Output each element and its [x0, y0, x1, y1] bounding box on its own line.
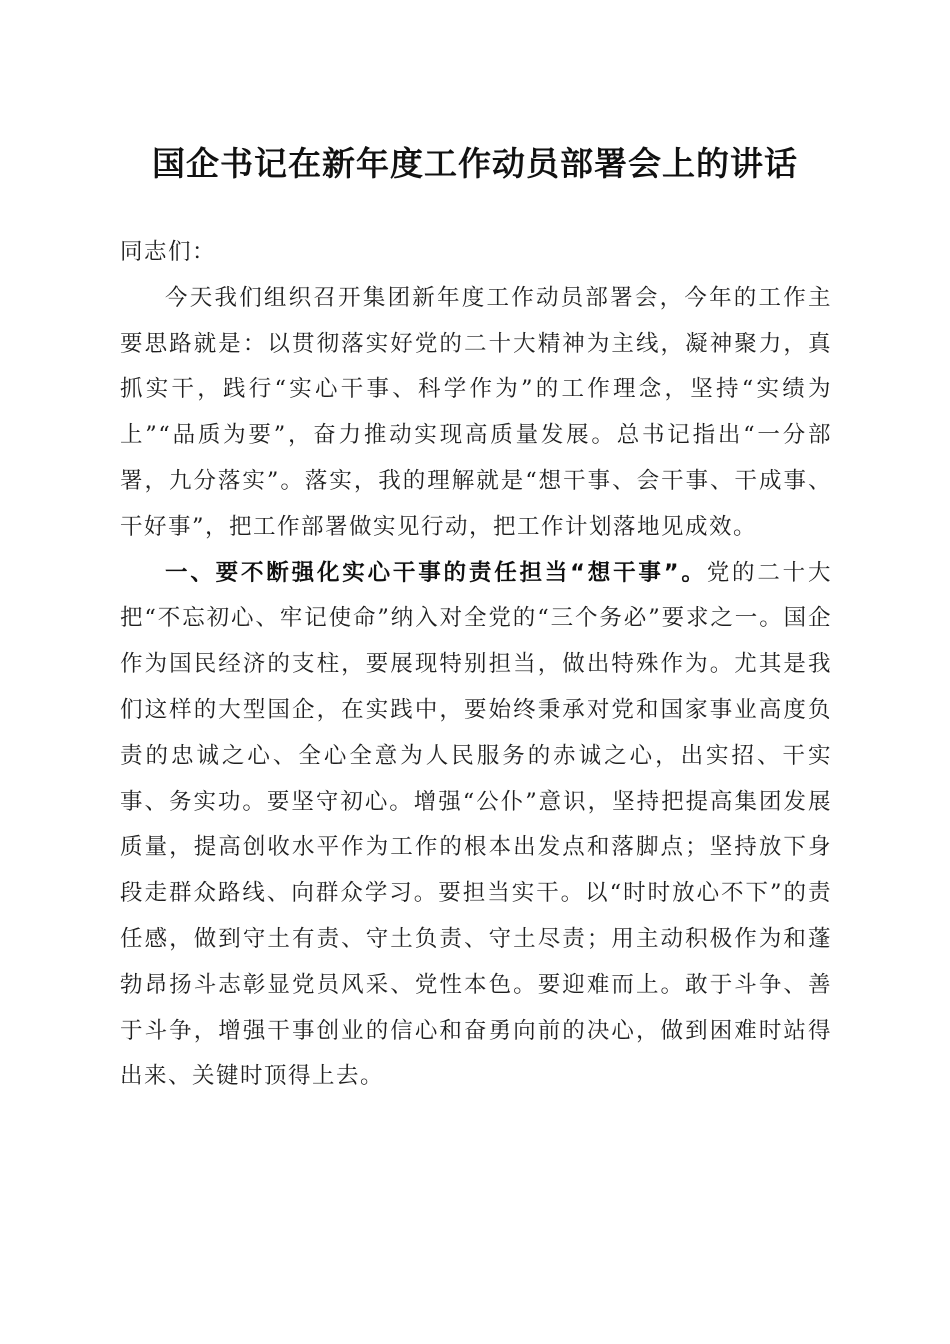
intro-paragraph: 今天我们组织召开集团新年度工作动员部署会，今年的工作主要思路就是：以贯彻落实好党的二十大精神为主线，凝神聚力，真抓实干，践行“实心干事、科学作为”的工作理念，坚持“实绩为上”“品质为要”，奋力推动实现高质量发展。总书记指出“一分部署，九分落实”。落实，我的理解就是“想干事、会干事、干成事、干好事”，把工作部署做实见行动，把工作计划落地见成效。: [120, 284, 832, 540]
document-title: 国企书记在新年度工作动员部署会上的讲话: [152, 144, 798, 183]
section-one-paragraph: [120, 551, 832, 1101]
document-body: [120, 230, 832, 1100]
section-one-body: 党的二十大把“不忘初心、牢记使命”纳入对全党的“三个务必”要求之一。国企作为国民经济的支柱，要展现特别担当，做出特殊作为。尤其是我们这样的大型国企，在实践中，要始终秉承对党和国家事业高度负责的忠诚之心、全心全意为人民服务的赤诚之心，出实招、干实事、务实功。要坚守初心。增强“公仆”意识，坚持把提高集团发展质量，提高创收水平作为工作的根本出发点和落脚点；坚持放下身段走群众路线、向群众学习。要担当实干。以“时时放心不下”的责任感，做到守土有责、守土负责、守土尽责；用主动积极作为和蓬勃昂扬斗志彰显党员风采、党性本色。要迎难而上。敢于斗争、善于斗争，增强干事创业的信心和奋勇向前的决心，做到困难时站得出来、关键时顶得上去。: [120, 559, 832, 1090]
section-one-heading: 一、要不断强化实心干事的责任担当“想干事”。: [165, 559, 707, 586]
salutation: 同志们：: [120, 239, 217, 265]
